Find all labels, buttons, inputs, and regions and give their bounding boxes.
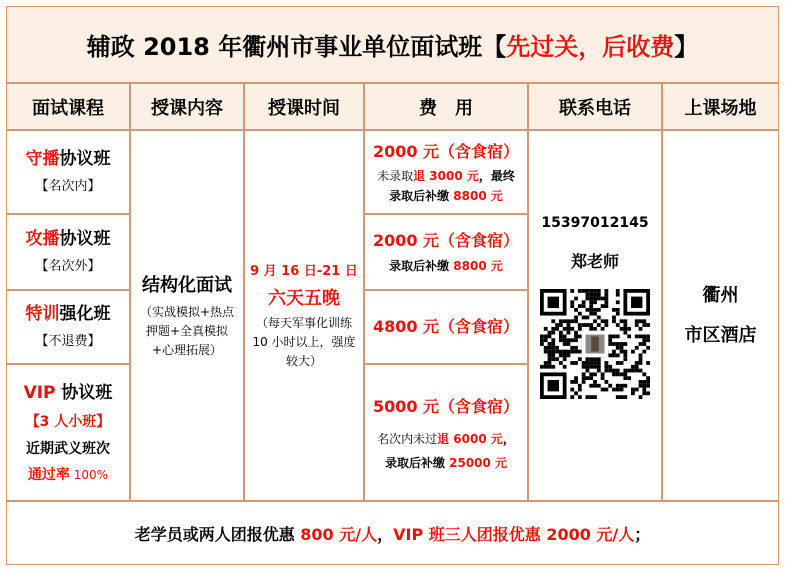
footer-text: ， (377, 524, 394, 544)
course-note: 【不退费】 (35, 334, 101, 349)
course-row-1 (6, 130, 130, 214)
course-recent: 近期武义班次 (26, 440, 110, 457)
fee-row-3 (364, 290, 528, 364)
qr-code-icon (540, 289, 650, 399)
fee-price: 5000 元（含食宿） (372, 396, 520, 416)
header-contact: 联系电话 (528, 83, 662, 130)
fee-price: 4800 元（含食宿） (372, 317, 520, 336)
title-bracket-open: 【 (482, 33, 507, 61)
venue-line-2: 市区酒店 (684, 324, 757, 346)
fee-price: 2000 元（含食宿） (372, 231, 520, 250)
fee-refund: 退 6000 元 (437, 431, 503, 446)
fee-text: 未录取 (377, 169, 414, 183)
course-note: 【3 人小班】 (25, 413, 111, 430)
course-name-red: 攻播 (25, 229, 60, 249)
footer-discount: 800 元/人 (300, 524, 378, 544)
course-name: 强化班 (59, 304, 111, 324)
course-pass-rate: 100% (69, 467, 109, 482)
fee-text: 录取后补缴 (389, 259, 454, 273)
fee-text: ，最终 (478, 169, 515, 183)
footer-vip-discount: VIP 班三人团报优惠 2000 元/人 (393, 524, 635, 544)
course-row-4 (6, 364, 130, 501)
fee-amount: 8800 元 (453, 189, 503, 203)
course-name: 协议班 (59, 229, 111, 249)
header-fee: 费 用 (364, 83, 528, 130)
course-name: 协议班 (59, 149, 111, 169)
venue-line-1: 衢州 (702, 284, 739, 306)
fee-row-2 (364, 214, 528, 290)
fee-price: 2000 元（含食宿） (372, 142, 520, 161)
course-note: 【名次内】 (35, 179, 101, 194)
header-content: 授课内容 (130, 83, 244, 130)
page-title (6, 6, 779, 83)
content-cell (130, 130, 244, 501)
title-main: 辅政 2018 年衢州市事业单位面试班 (86, 33, 483, 61)
time-date: 9 月 16 日-21 日 (250, 264, 358, 279)
time-desc: （每天军事化训练 10 小时以上，强度较大） (252, 316, 356, 368)
course-name-red: VIP (23, 382, 56, 403)
course-note: 【名次外】 (35, 259, 101, 274)
venue-cell (662, 130, 779, 501)
course-row-3 (6, 290, 130, 364)
course-name-red: 守播 (25, 149, 60, 169)
course-pass-label: 通过率 (27, 466, 70, 483)
contact-phone: 15397012145 (541, 215, 649, 231)
header-time: 授课时间 (244, 83, 364, 130)
footer-promo (6, 501, 779, 565)
title-bracket-close: 】 (674, 33, 699, 61)
contact-cell (528, 130, 662, 501)
fee-refund: 退 3000 元 (413, 169, 479, 183)
title-highlight: 先过关，后收费 (506, 33, 675, 61)
header-course: 面试课程 (6, 83, 130, 130)
fee-amount: 25000 元 (449, 455, 508, 470)
footer-text: ； (634, 524, 651, 544)
fee-amount: 8800 元 (453, 259, 503, 273)
contact-person: 郑老师 (570, 252, 619, 271)
course-name-red: 特训 (25, 304, 60, 324)
course-row-2 (6, 214, 130, 290)
course-name: 协议班 (55, 382, 113, 403)
fee-text: 录取后补缴 (389, 189, 454, 203)
fee-row-1 (364, 130, 528, 214)
content-desc: （实战模拟+热点押题+全真模拟+心理拓展） (139, 305, 235, 357)
footer-text: 老学员或两人团报优惠 (134, 524, 301, 544)
header-venue: 上课场地 (662, 83, 779, 130)
time-duration: 六天五晚 (268, 288, 340, 309)
fee-text: ， (502, 431, 515, 446)
time-cell (244, 130, 364, 501)
fee-text: 录取后补缴 (384, 455, 450, 470)
content-title: 结构化面试 (142, 275, 232, 296)
fee-row-4 (364, 364, 528, 501)
fee-text: 名次内未过 (377, 431, 438, 446)
